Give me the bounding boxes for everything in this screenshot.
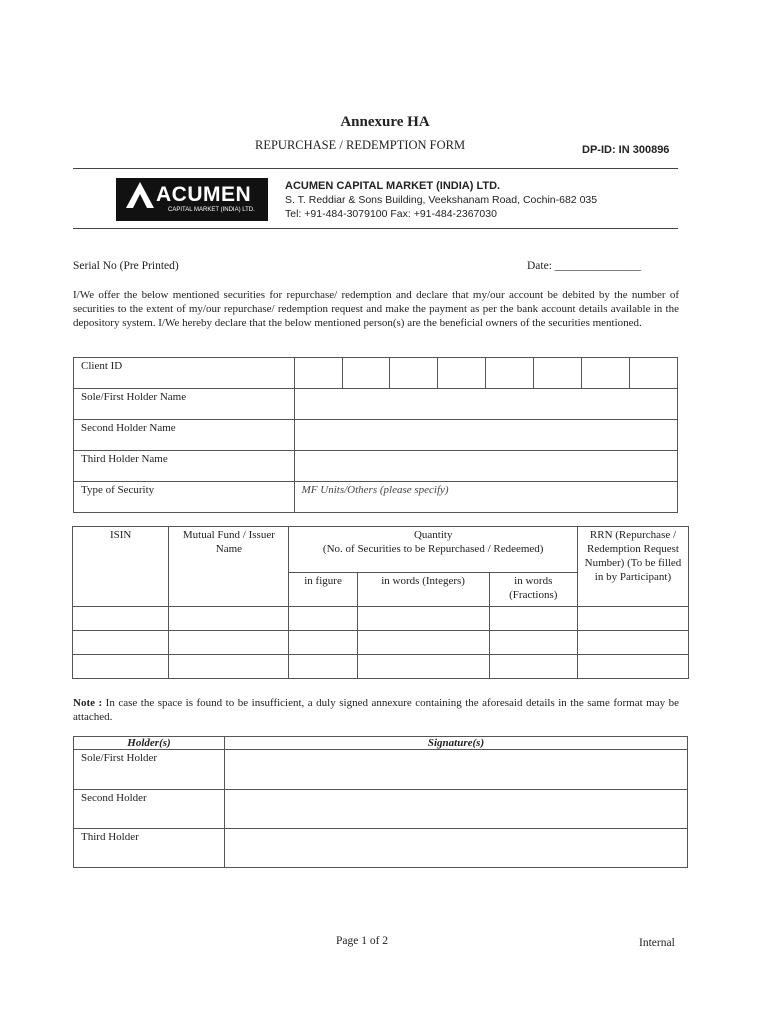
table-row [73, 655, 689, 679]
isin-cell[interactable] [73, 631, 169, 655]
client-id-box[interactable] [294, 358, 342, 389]
in-words-fractions-header: in words (Fractions) [489, 573, 577, 607]
logo-triangle-inner [133, 194, 147, 208]
classification-label: Internal [639, 937, 675, 949]
holders-header: Holder(s) [74, 737, 225, 750]
sole-first-holder-label: Sole/First Holder Name [74, 389, 295, 420]
sole-first-holder-field[interactable] [294, 389, 677, 420]
page-number: Page 1 of 2 [336, 935, 389, 947]
header-divider-bottom [73, 228, 678, 229]
words-int-cell[interactable] [357, 607, 489, 631]
words-frac-cell[interactable] [489, 631, 577, 655]
isin-cell[interactable] [73, 607, 169, 631]
isin-cell[interactable] [73, 655, 169, 679]
mutual-fund-header: Mutual Fund / Issuer Name [169, 527, 289, 607]
declaration-text: I/We offer the below mentioned securities for repurchase/ redemption and declare that my/our account be debited by the number of securities to the extent of my/our repurchase/ redemption request and make the payment as per the bank account details available in the depository system. I/We hereby declare that the below mentioned person(s) are the beneficial owners of the securities mentioned. [73, 289, 679, 329]
isin-header: ISIN [73, 527, 169, 607]
security-type-field[interactable]: MF Units/Others (please specify) [294, 482, 677, 513]
rrn-cell[interactable] [577, 631, 688, 655]
form-subtitle: REPURCHASE / REDEMPTION FORM [255, 138, 466, 152]
acumen-logo [116, 178, 268, 221]
header-divider-top [73, 168, 678, 169]
client-details-table [73, 357, 678, 513]
quantity-title: Quantity [413, 529, 453, 541]
signature-table [73, 736, 688, 868]
third-holder-signature[interactable] [225, 829, 688, 868]
logo-brand: ACUMEN [156, 183, 252, 206]
client-id-box[interactable] [390, 358, 438, 389]
signatures-header: Signature(s) [225, 737, 688, 750]
words-int-cell[interactable] [357, 631, 489, 655]
second-holder-field[interactable] [294, 420, 677, 451]
in-figure-header: in figure [289, 573, 357, 607]
figure-cell[interactable] [289, 607, 357, 631]
table-row [73, 631, 689, 655]
sole-first-holder-sig-label: Sole/First Holder [74, 750, 225, 790]
third-holder-label: Third Holder Name [74, 451, 295, 482]
rrn-cell[interactable] [577, 655, 688, 679]
note-body: In case the space is found to be insufficient, a duly signed annexure containing the aforesaid details in the same format may be attached. [73, 697, 679, 723]
sole-first-holder-signature[interactable] [225, 750, 688, 790]
issuer-cell[interactable] [169, 631, 289, 655]
words-frac-cell[interactable] [489, 655, 577, 679]
security-type-label: Type of Security [74, 482, 295, 513]
rrn-cell[interactable] [577, 607, 688, 631]
serial-no-label: Serial No (Pre Printed) [73, 260, 179, 272]
second-holder-sig-label: Second Holder [74, 790, 225, 829]
company-tel: Tel: +91-484-3079100 Fax: +91-484-2367030 [285, 208, 497, 220]
company-name: ACUMEN CAPITAL MARKET (INDIA) LTD. [285, 180, 501, 192]
form-title: Annexure HA [340, 114, 430, 130]
words-int-cell[interactable] [357, 655, 489, 679]
figure-cell[interactable] [289, 631, 357, 655]
logo-brand-sub: CAPITAL MARKET (INDIA) LTD. [168, 207, 255, 213]
quantity-header [289, 527, 578, 573]
company-address: S. T. Reddiar & Sons Building, Veekshanam Road, Cochin-682 035 [285, 194, 598, 206]
client-id-box[interactable] [438, 358, 486, 389]
dp-id: DP-ID: IN 300896 [582, 144, 670, 156]
client-id-label: Client ID [74, 358, 295, 389]
note-label: Note : [73, 697, 103, 709]
client-id-box[interactable] [582, 358, 630, 389]
rrn-header: RRN (Repurchase / Redemption Request Number) (To be filled in by Participant) [577, 527, 688, 607]
in-words-integers-header: in words (Integers) [357, 573, 489, 607]
client-id-box[interactable] [486, 358, 534, 389]
issuer-cell[interactable] [169, 655, 289, 679]
table-row [73, 607, 689, 631]
quantity-subtitle: (No. of Securities to be Repurchased / Redeemed) [322, 543, 544, 555]
third-holder-field[interactable] [294, 451, 677, 482]
figure-cell[interactable] [289, 655, 357, 679]
note-text [73, 696, 679, 724]
issuer-cell[interactable] [169, 607, 289, 631]
second-holder-signature[interactable] [225, 790, 688, 829]
client-id-box[interactable] [629, 358, 677, 389]
client-id-box[interactable] [534, 358, 582, 389]
third-holder-sig-label: Third Holder [74, 829, 225, 868]
client-id-box[interactable] [342, 358, 390, 389]
words-frac-cell[interactable] [489, 607, 577, 631]
second-holder-label: Second Holder Name [74, 420, 295, 451]
securities-table [72, 526, 689, 679]
date-field[interactable]: Date: _______________ [527, 260, 642, 272]
